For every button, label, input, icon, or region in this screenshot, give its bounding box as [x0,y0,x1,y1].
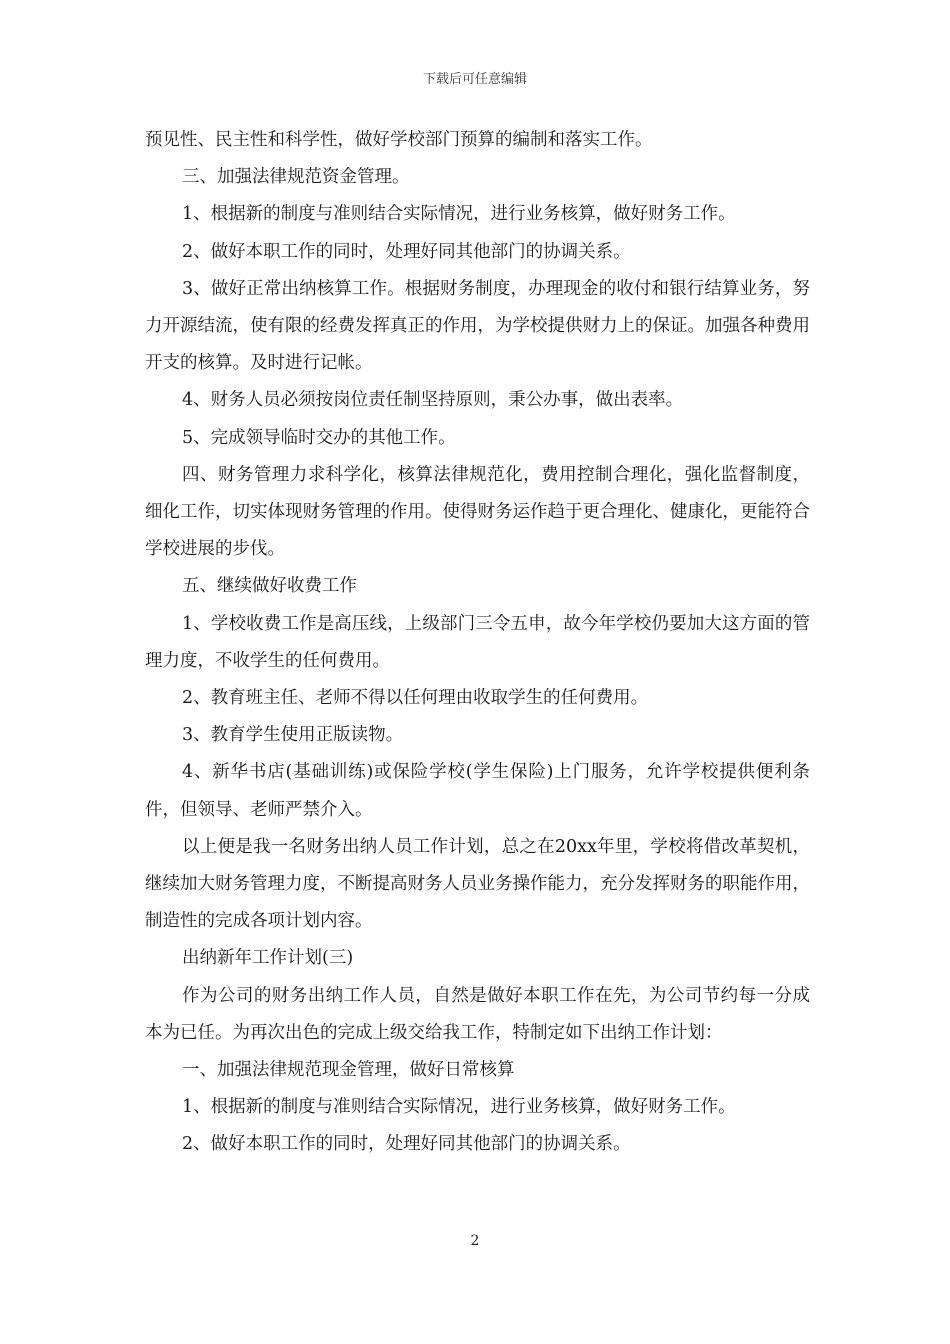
paragraph: 以上便是我一名财务出纳人员工作计划，总之在20xx年里，学校将借改革契机，继续加大财务管理力度，不断提高财务人员业务操作能力，充分发挥财务的职能作用，制造性的完成各项计划内容。 [145,836,810,932]
paragraph: 3、做好正常出纳核算工作。根据财务制度，办理现金的收付和银行结算业务，努力开源结流，使有限的经费发挥真正的作用，为学校提供财力上的保证。加强各种费用开支的核算。及时进行记帐。 [145,278,810,374]
document-body [145,122,810,1164]
document-subtitle: 出纳新年工作计划(三) [182,948,354,969]
paragraph: 2、做好本职工作的同时，处理好同其他部门的协调关系。 [182,241,631,262]
section-heading: 一、加强法律规范现金管理，做好日常核算 [182,1060,515,1081]
page-number: 2 [470,1233,480,1249]
section-heading: 四、财务管理力求科学化，核算法律规范化，费用控制合理化，强化监督制度，细化工作，切实体现财务管理的作用。使得财务运作趋于更合理化、健康化，更能符合学校进展的步伐。 [145,464,810,560]
paragraph: 3、教育学生使用正版读物。 [182,725,404,746]
paragraph: 作为公司的财务出纳工作人员，自然是做好本职工作在先，为公司节约每一分成本为已任。为再次出色的完成上级交给我工作，特制定如下出纳工作计划： [145,985,810,1043]
page-header: 下载后可任意编辑 [422,72,527,87]
section-heading: 五、继续做好收费工作 [182,576,357,597]
paragraph: 2、教育班主任、老师不得以任何理由收取学生的任何费用。 [182,688,649,709]
paragraph: 1、根据新的制度与准则结合实际情况，进行业务核算，做好财务工作。 [182,1097,736,1118]
paragraph: 2、做好本职工作的同时，处理好同其他部门的协调关系。 [182,1134,631,1155]
paragraph: 预见性、民主性和科学性，做好学校部门预算的编制和落实工作。 [145,130,653,150]
section-heading: 三、加强法律规范资金管理。 [182,167,410,188]
paragraph: 4、财务人员必须按岗位责任制坚持原则，秉公办事，做出表率。 [182,390,684,411]
paragraph: 1、学校收费工作是高压线，上级部门三令五申，故今年学校仍要加大这方面的管理力度，不收学生的任何费用。 [145,613,810,671]
paragraph: 1、根据新的制度与准则结合实际情况，进行业务核算，做好财务工作。 [182,204,736,225]
paragraph: 5、完成领导临时交办的其他工作。 [182,427,456,448]
paragraph: 4、新华书店(基础训练)或保险学校(学生保险)上门服务，允许学校提供便利条件，但领导、老师严禁介入。 [145,762,810,820]
